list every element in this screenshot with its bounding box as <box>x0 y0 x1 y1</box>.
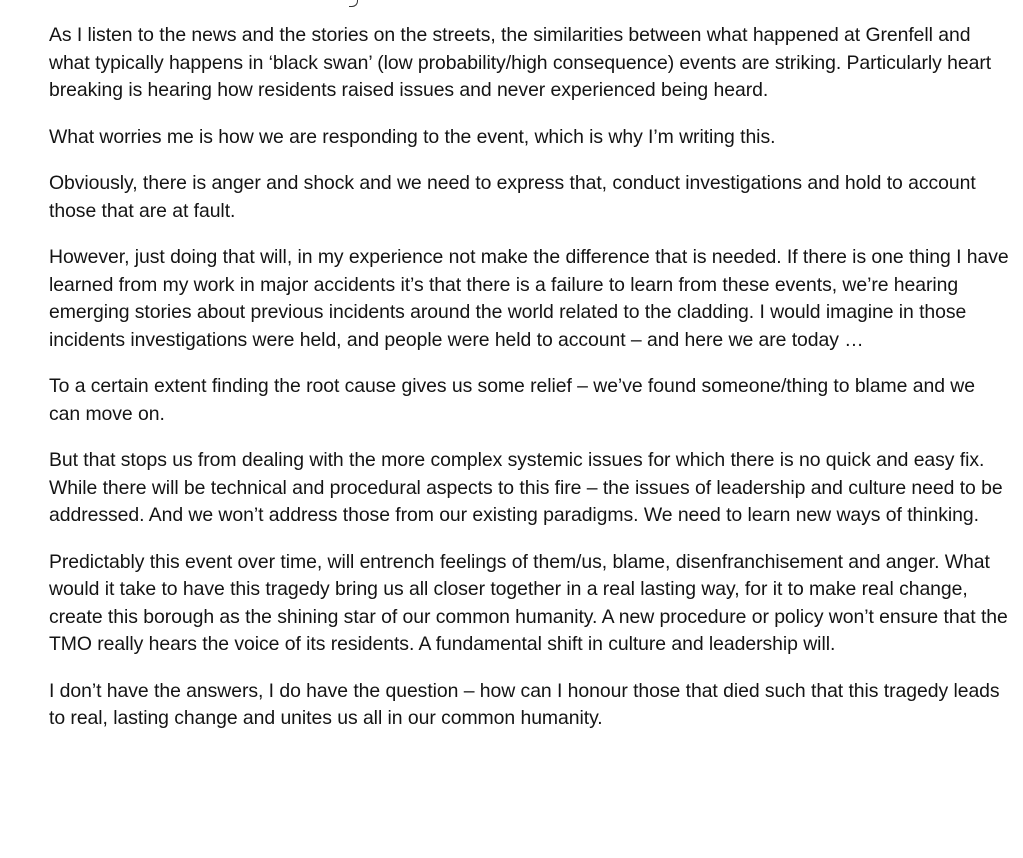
paragraph-1: As I listen to the news and the stories on the streets, the similarities between what happened at Grenfell and what typically happens in ‘black swan’ (low probability/high consequence) events are striking. Particularly heart breaking is hearing how residents raised issues and never experienced being heard. <box>49 24 992 101</box>
paragraph-8: I don’t have the answers, I do have the question – how can I honour those that died such that this tragedy leads to real, lasting change and unites us all in our common humanity. <box>49 679 1000 729</box>
paragraph-3: Obviously, there is anger and shock and we need to express that, conduct investigations and hold to account those that are at fault. <box>49 172 976 222</box>
cropped-text-fragment <box>349 0 358 7</box>
document-body <box>49 22 1009 752</box>
paragraph-6: But that stops us from dealing with the more complex systemic issues for which there is no quick and easy fix. While there will be technical and procedural aspects to this fire – the issues of leadership and culture need to be addressed. And we won’t address those from our existing paradigms. We need to learn new ways of thinking. <box>49 449 1003 526</box>
paragraph-5: To a certain extent finding the root cause gives us some relief – we’ve found someone/thing to blame and we can move on. <box>49 375 975 425</box>
paragraph-7: Predictably this event over time, will entrench feelings of them/us, blame, disenfranchisement and anger. What would it take to have this tragedy bring us all closer together in a real lasting way, for it to make real change, create this borough as the shining star of our common humanity. A new procedure or policy won’t ensure that the TMO really hears the voice of its residents. A fundamental shift in culture and leadership will. <box>49 550 1008 655</box>
paragraph-2: What worries me is how we are responding to the event, which is why I’m writing this. <box>49 125 776 148</box>
paragraph-4: However, just doing that will, in my experience not make the difference that is needed. If there is one thing I have learned from my work in major accidents it’s that there is a failure to learn from these events, we’re hearing emerging stories about previous incidents around the world related to the cladding. I would imagine in those incidents investigations were held, and people were held to account – and here we are today … <box>49 246 1009 351</box>
